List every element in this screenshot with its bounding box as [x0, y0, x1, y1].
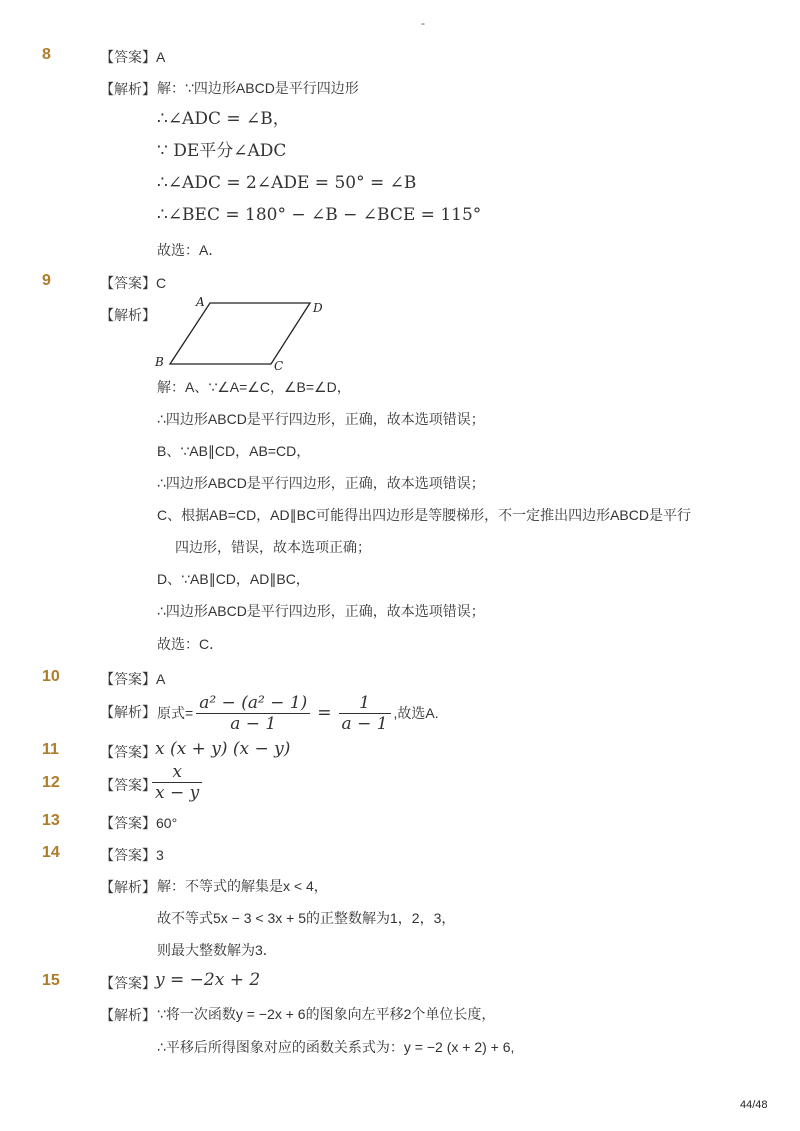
analysis-label: 【解析】 [100, 879, 156, 895]
analysis-label: 【解析】 [100, 1007, 156, 1023]
analysis-line: ∴平移后所得图象对应的函数关系式为：y = −2 (x + 2) + 6, [157, 1039, 515, 1055]
analysis-line: 解：不等式的解集是x < 4， [157, 878, 328, 894]
expression-suffix: ,故选A. [393, 705, 439, 721]
answer-label: 【答案】 [100, 777, 156, 793]
answer-tag: 【答案】 [100, 49, 156, 65]
fraction-numerator: a² − (a² − 1) [199, 692, 308, 713]
answer-label [100, 669, 165, 689]
question-number-9: 9 [42, 272, 51, 289]
expression-prefix: 原式= [157, 705, 194, 721]
answer-tag: 【答案】 [100, 847, 156, 863]
answer-value: A [156, 671, 166, 687]
answer-tag: 【答案】 [100, 815, 156, 831]
answer-value: 3 [156, 847, 164, 863]
answer-tag: 【答案】 [100, 671, 156, 687]
q10-expression [157, 690, 439, 736]
fraction-numerator: x [172, 762, 182, 782]
analysis-line: 故选：C． [157, 636, 224, 652]
analysis-label: 【解析】 [100, 704, 156, 720]
answer-label: 【答案】 [100, 975, 156, 991]
fraction-denominator: a − 1 [196, 713, 310, 734]
answer-value: x (x + y) (x − y) [155, 739, 291, 759]
question-number-8: 8 [42, 46, 51, 63]
analysis-label: 【解析】 [100, 307, 156, 323]
analysis-label: 【解析】 [100, 81, 156, 97]
vertex-label-b: B [155, 355, 164, 369]
analysis-line: ∴四边形ABCD是平行四边形，正确，故本选项错误； [157, 603, 485, 619]
parallelogram-shape [170, 303, 310, 364]
analysis-line: ∴四边形ABCD是平行四边形，正确，故本选项错误； [157, 411, 485, 427]
analysis-line: ∵ DE平分∠ADC [157, 141, 287, 161]
analysis-line: 故选：A． [157, 242, 223, 258]
analysis-line: ∴∠ADC = 2∠ADE = 50° = ∠B [157, 173, 417, 193]
answer-tag: 【答案】 [100, 275, 156, 291]
analysis-line: 解：A、∵∠A=∠C，∠B=∠D， [157, 379, 351, 395]
fraction-denominator: x − y [152, 782, 202, 803]
analysis-line: D、∵AB∥CD，AD∥BC， [157, 571, 310, 587]
analysis-line: ∴四边形ABCD是平行四边形，正确，故本选项错误； [157, 475, 485, 491]
header-mark: - [421, 16, 425, 30]
answer-label: 【答案】 [100, 744, 156, 760]
answer-value: A [156, 49, 166, 65]
analysis-line: C、根据AB=CD，AD∥BC可能得出四边形是等腰梯形，不一定推出四边形ABCD是平行 [157, 507, 691, 523]
answer-label [100, 813, 177, 833]
question-number-13: 13 [42, 812, 60, 829]
analysis-line: ∴∠ADC = ∠B， [157, 109, 290, 129]
question-number-15: 15 [42, 972, 60, 989]
vertex-label-a: A [196, 295, 205, 309]
analysis-line: 解：∵四边形ABCD是平行四边形 [157, 80, 359, 96]
answer-label [100, 845, 164, 865]
answer-label [100, 47, 165, 67]
question-number-11: 11 [42, 741, 59, 758]
analysis-line: 故不等式5x − 3 < 3x + 5的正整数解为1，2，3， [157, 910, 456, 926]
fraction-numerator: 1 [359, 692, 370, 713]
question-number-14: 14 [42, 844, 60, 861]
analysis-line: 则最大整数解为3． [157, 942, 277, 958]
parallelogram-figure [150, 292, 330, 374]
page-number: 44/48 [740, 1099, 768, 1111]
analysis-line: ∵将一次函数y = −2x + 6的图象向左平移2个单位长度， [157, 1006, 496, 1022]
answer-fraction [152, 762, 202, 803]
answer-label [100, 273, 166, 293]
fraction [339, 693, 391, 734]
analysis-line: B、∵AB∥CD，AB=CD， [157, 443, 311, 459]
fraction-denominator: a − 1 [339, 713, 391, 734]
vertex-label-c: C [274, 359, 284, 373]
answer-value: 60° [156, 815, 178, 831]
analysis-line: 四边形，错误，故本选项正确； [175, 539, 371, 555]
question-number-10: 10 [42, 668, 60, 685]
answer-value: C [156, 275, 167, 291]
answer-value: y = −2x + 2 [155, 970, 261, 990]
fraction [196, 693, 310, 734]
question-number-12: 12 [42, 774, 60, 791]
analysis-line: ∴∠BEC = 180° − ∠B − ∠BCE = 115° [157, 205, 482, 225]
equals-sign: = [317, 703, 332, 723]
vertex-label-d: D [313, 301, 323, 315]
